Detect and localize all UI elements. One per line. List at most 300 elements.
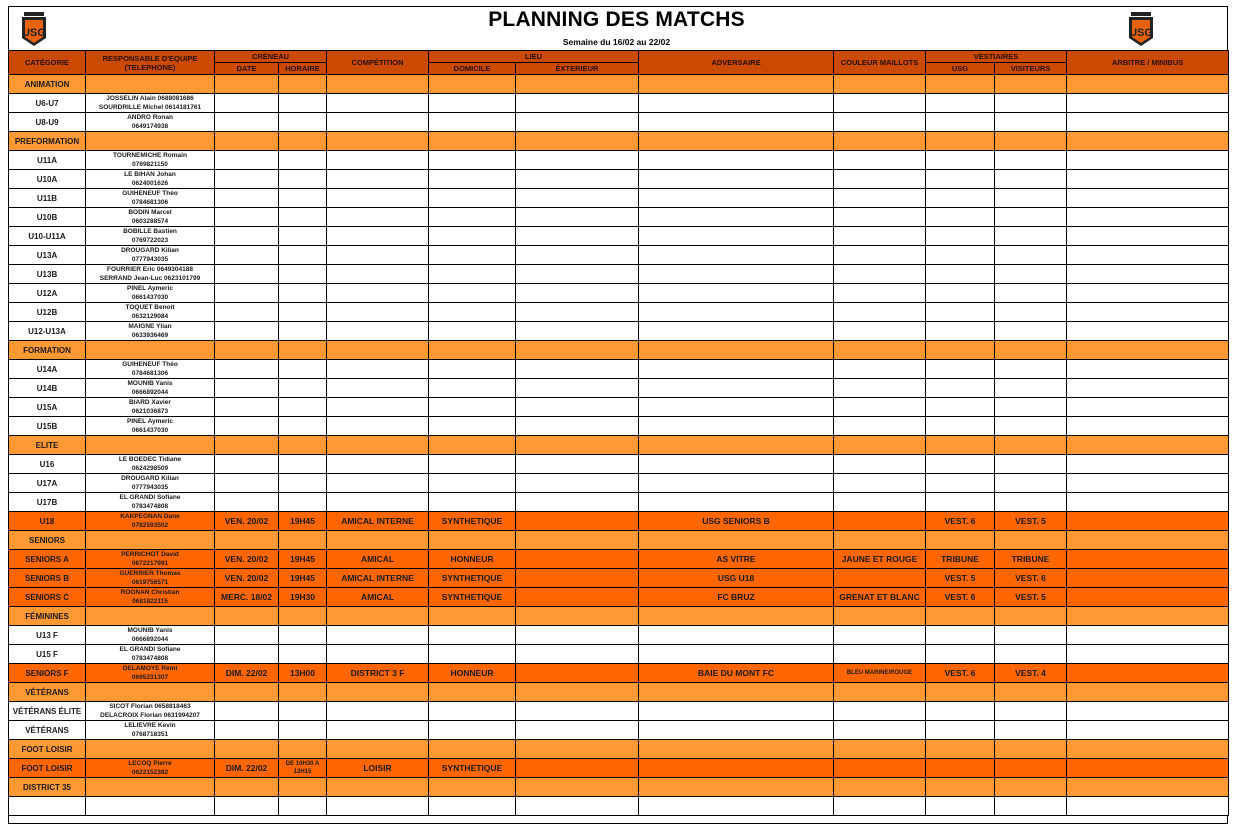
competition-cell[interactable] — [327, 645, 429, 664]
category-cell[interactable]: U12B — [9, 303, 86, 322]
competition-cell[interactable] — [327, 246, 429, 265]
competition-cell[interactable] — [327, 474, 429, 493]
usg-cell[interactable] — [926, 531, 995, 550]
responsable-cell[interactable] — [86, 75, 215, 94]
usg-cell[interactable]: VEST. 5 — [926, 569, 995, 588]
exterieur-cell[interactable] — [516, 227, 639, 246]
exterieur-cell[interactable] — [516, 683, 639, 702]
visiteurs-cell[interactable] — [995, 246, 1067, 265]
responsable-cell[interactable] — [86, 645, 215, 664]
usg-cell[interactable] — [926, 341, 995, 360]
responsable-cell[interactable] — [86, 436, 215, 455]
domicile-cell[interactable] — [429, 531, 516, 550]
arbitre-cell[interactable] — [1067, 721, 1229, 740]
responsable-cell[interactable] — [86, 455, 215, 474]
arbitre-cell[interactable] — [1067, 550, 1229, 569]
domicile-cell[interactable] — [429, 398, 516, 417]
date-cell[interactable] — [215, 474, 279, 493]
usg-cell[interactable] — [926, 493, 995, 512]
domicile-cell[interactable] — [429, 797, 516, 816]
adversaire-cell[interactable] — [639, 379, 834, 398]
responsable-cell[interactable] — [86, 132, 215, 151]
visiteurs-cell[interactable] — [995, 265, 1067, 284]
adversaire-cell[interactable] — [639, 645, 834, 664]
domicile-cell[interactable] — [429, 778, 516, 797]
couleur-cell[interactable] — [834, 512, 926, 531]
responsable-cell[interactable] — [86, 246, 215, 265]
adversaire-cell[interactable]: FC BRUZ — [639, 588, 834, 607]
responsable-cell[interactable] — [86, 588, 215, 607]
exterieur-cell[interactable] — [516, 588, 639, 607]
arbitre-cell[interactable] — [1067, 588, 1229, 607]
couleur-cell[interactable] — [834, 474, 926, 493]
responsable-cell[interactable] — [86, 531, 215, 550]
date-cell[interactable] — [215, 531, 279, 550]
competition-cell[interactable] — [327, 360, 429, 379]
category-cell[interactable]: U11A — [9, 151, 86, 170]
adversaire-cell[interactable] — [639, 607, 834, 626]
date-cell[interactable] — [215, 360, 279, 379]
category-cell[interactable]: FOOT LOISIR — [9, 740, 86, 759]
responsable-cell[interactable] — [86, 797, 215, 816]
usg-cell[interactable] — [926, 246, 995, 265]
responsable-cell[interactable] — [86, 512, 215, 531]
usg-cell[interactable]: VEST. 6 — [926, 664, 995, 683]
couleur-cell[interactable] — [834, 208, 926, 227]
exterieur-cell[interactable] — [516, 645, 639, 664]
category-cell[interactable]: FOOT LOISIR — [9, 759, 86, 778]
category-cell[interactable]: VÉTÉRANS — [9, 683, 86, 702]
arbitre-cell[interactable] — [1067, 360, 1229, 379]
domicile-cell[interactable] — [429, 322, 516, 341]
date-cell[interactable] — [215, 284, 279, 303]
responsable-cell[interactable] — [86, 113, 215, 132]
horaire-cell[interactable] — [279, 132, 327, 151]
usg-cell[interactable] — [926, 208, 995, 227]
visiteurs-cell[interactable] — [995, 208, 1067, 227]
responsable-cell[interactable] — [86, 341, 215, 360]
exterieur-cell[interactable] — [516, 265, 639, 284]
couleur-cell[interactable] — [834, 531, 926, 550]
visiteurs-cell[interactable] — [995, 151, 1067, 170]
competition-cell[interactable] — [327, 436, 429, 455]
category-cell[interactable]: VÉTÉRANS ÉLITE — [9, 702, 86, 721]
date-cell[interactable] — [215, 208, 279, 227]
responsable-cell[interactable] — [86, 683, 215, 702]
responsable-cell[interactable] — [86, 208, 215, 227]
adversaire-cell[interactable] — [639, 398, 834, 417]
couleur-cell[interactable] — [834, 759, 926, 778]
category-cell[interactable]: U14A — [9, 360, 86, 379]
date-cell[interactable] — [215, 607, 279, 626]
visiteurs-cell[interactable]: VEST. 6 — [995, 569, 1067, 588]
exterieur-cell[interactable] — [516, 512, 639, 531]
usg-cell[interactable] — [926, 455, 995, 474]
competition-cell[interactable] — [327, 303, 429, 322]
domicile-cell[interactable] — [429, 94, 516, 113]
arbitre-cell[interactable] — [1067, 151, 1229, 170]
arbitre-cell[interactable] — [1067, 531, 1229, 550]
horaire-cell[interactable] — [279, 189, 327, 208]
couleur-cell[interactable] — [834, 778, 926, 797]
arbitre-cell[interactable] — [1067, 626, 1229, 645]
horaire-cell[interactable] — [279, 208, 327, 227]
couleur-cell[interactable] — [834, 151, 926, 170]
visiteurs-cell[interactable] — [995, 227, 1067, 246]
category-cell[interactable]: SENIORS A — [9, 550, 86, 569]
arbitre-cell[interactable] — [1067, 607, 1229, 626]
visiteurs-cell[interactable] — [995, 94, 1067, 113]
visiteurs-cell[interactable] — [995, 759, 1067, 778]
category-cell[interactable] — [9, 797, 86, 816]
responsable-cell[interactable] — [86, 94, 215, 113]
usg-cell[interactable] — [926, 284, 995, 303]
couleur-cell[interactable] — [834, 797, 926, 816]
date-cell[interactable] — [215, 246, 279, 265]
category-cell[interactable]: U13A — [9, 246, 86, 265]
arbitre-cell[interactable] — [1067, 740, 1229, 759]
responsable-cell[interactable] — [86, 151, 215, 170]
exterieur-cell[interactable] — [516, 569, 639, 588]
visiteurs-cell[interactable]: VEST. 5 — [995, 588, 1067, 607]
category-cell[interactable]: VÉTÉRANS — [9, 721, 86, 740]
adversaire-cell[interactable] — [639, 189, 834, 208]
domicile-cell[interactable] — [429, 303, 516, 322]
exterieur-cell[interactable] — [516, 303, 639, 322]
couleur-cell[interactable] — [834, 569, 926, 588]
arbitre-cell[interactable] — [1067, 227, 1229, 246]
adversaire-cell[interactable] — [639, 759, 834, 778]
adversaire-cell[interactable] — [639, 341, 834, 360]
exterieur-cell[interactable] — [516, 702, 639, 721]
adversaire-cell[interactable] — [639, 208, 834, 227]
usg-cell[interactable] — [926, 170, 995, 189]
category-cell[interactable]: FÉMININES — [9, 607, 86, 626]
date-cell[interactable]: DIM. 22/02 — [215, 759, 279, 778]
category-cell[interactable]: PREFORMATION — [9, 132, 86, 151]
competition-cell[interactable] — [327, 740, 429, 759]
date-cell[interactable] — [215, 113, 279, 132]
usg-cell[interactable] — [926, 94, 995, 113]
usg-cell[interactable] — [926, 645, 995, 664]
exterieur-cell[interactable] — [516, 246, 639, 265]
couleur-cell[interactable] — [834, 398, 926, 417]
usg-cell[interactable] — [926, 398, 995, 417]
competition-cell[interactable]: AMICAL INTERNE — [327, 569, 429, 588]
adversaire-cell[interactable] — [639, 151, 834, 170]
arbitre-cell[interactable] — [1067, 417, 1229, 436]
date-cell[interactable] — [215, 132, 279, 151]
couleur-cell[interactable]: JAUNE ET ROUGE — [834, 550, 926, 569]
exterieur-cell[interactable] — [516, 474, 639, 493]
domicile-cell[interactable]: SYNTHETIQUE — [429, 512, 516, 531]
arbitre-cell[interactable] — [1067, 379, 1229, 398]
couleur-cell[interactable] — [834, 303, 926, 322]
competition-cell[interactable] — [327, 341, 429, 360]
arbitre-cell[interactable] — [1067, 341, 1229, 360]
exterieur-cell[interactable] — [516, 759, 639, 778]
domicile-cell[interactable]: HONNEUR — [429, 664, 516, 683]
couleur-cell[interactable] — [834, 607, 926, 626]
category-cell[interactable]: U17A — [9, 474, 86, 493]
domicile-cell[interactable] — [429, 360, 516, 379]
usg-cell[interactable] — [926, 702, 995, 721]
domicile-cell[interactable] — [429, 151, 516, 170]
couleur-cell[interactable] — [834, 284, 926, 303]
domicile-cell[interactable] — [429, 493, 516, 512]
couleur-cell[interactable] — [834, 189, 926, 208]
usg-cell[interactable] — [926, 683, 995, 702]
category-cell[interactable]: SENIORS F — [9, 664, 86, 683]
date-cell[interactable] — [215, 436, 279, 455]
horaire-cell[interactable] — [279, 265, 327, 284]
category-cell[interactable]: U10B — [9, 208, 86, 227]
responsable-cell[interactable] — [86, 360, 215, 379]
category-cell[interactable]: ANIMATION — [9, 75, 86, 94]
domicile-cell[interactable] — [429, 626, 516, 645]
couleur-cell[interactable] — [834, 417, 926, 436]
competition-cell[interactable]: LOISIR — [327, 759, 429, 778]
horaire-cell[interactable] — [279, 246, 327, 265]
category-cell[interactable]: U12A — [9, 284, 86, 303]
horaire-cell[interactable]: DE 10H30 A 12H15 — [279, 759, 327, 778]
domicile-cell[interactable] — [429, 417, 516, 436]
category-cell[interactable]: U11B — [9, 189, 86, 208]
domicile-cell[interactable] — [429, 246, 516, 265]
domicile-cell[interactable] — [429, 113, 516, 132]
competition-cell[interactable] — [327, 721, 429, 740]
category-cell[interactable]: U15 F — [9, 645, 86, 664]
horaire-cell[interactable] — [279, 303, 327, 322]
date-cell[interactable] — [215, 797, 279, 816]
horaire-cell[interactable] — [279, 379, 327, 398]
arbitre-cell[interactable] — [1067, 322, 1229, 341]
responsable-cell[interactable] — [86, 379, 215, 398]
exterieur-cell[interactable] — [516, 132, 639, 151]
competition-cell[interactable] — [327, 607, 429, 626]
visiteurs-cell[interactable] — [995, 417, 1067, 436]
horaire-cell[interactable] — [279, 493, 327, 512]
usg-cell[interactable] — [926, 303, 995, 322]
usg-cell[interactable] — [926, 626, 995, 645]
date-cell[interactable] — [215, 398, 279, 417]
arbitre-cell[interactable] — [1067, 189, 1229, 208]
category-cell[interactable]: U15A — [9, 398, 86, 417]
arbitre-cell[interactable] — [1067, 265, 1229, 284]
visiteurs-cell[interactable] — [995, 170, 1067, 189]
responsable-cell[interactable] — [86, 170, 215, 189]
horaire-cell[interactable] — [279, 740, 327, 759]
domicile-cell[interactable] — [429, 208, 516, 227]
arbitre-cell[interactable] — [1067, 75, 1229, 94]
domicile-cell[interactable] — [429, 189, 516, 208]
horaire-cell[interactable] — [279, 151, 327, 170]
category-cell[interactable]: U16 — [9, 455, 86, 474]
adversaire-cell[interactable]: BAIE DU MONT FC — [639, 664, 834, 683]
adversaire-cell[interactable] — [639, 436, 834, 455]
couleur-cell[interactable] — [834, 740, 926, 759]
arbitre-cell[interactable] — [1067, 797, 1229, 816]
exterieur-cell[interactable] — [516, 94, 639, 113]
date-cell[interactable] — [215, 778, 279, 797]
couleur-cell[interactable] — [834, 265, 926, 284]
competition-cell[interactable] — [327, 702, 429, 721]
visiteurs-cell[interactable] — [995, 474, 1067, 493]
usg-cell[interactable] — [926, 265, 995, 284]
domicile-cell[interactable] — [429, 379, 516, 398]
date-cell[interactable]: VEN. 20/02 — [215, 550, 279, 569]
date-cell[interactable] — [215, 683, 279, 702]
domicile-cell[interactable] — [429, 341, 516, 360]
arbitre-cell[interactable] — [1067, 398, 1229, 417]
exterieur-cell[interactable] — [516, 379, 639, 398]
competition-cell[interactable]: DISTRICT 3 F — [327, 664, 429, 683]
adversaire-cell[interactable] — [639, 246, 834, 265]
domicile-cell[interactable] — [429, 455, 516, 474]
exterieur-cell[interactable] — [516, 740, 639, 759]
couleur-cell[interactable] — [834, 113, 926, 132]
competition-cell[interactable] — [327, 778, 429, 797]
domicile-cell[interactable]: SYNTHETIQUE — [429, 588, 516, 607]
exterieur-cell[interactable] — [516, 75, 639, 94]
exterieur-cell[interactable] — [516, 284, 639, 303]
horaire-cell[interactable] — [279, 360, 327, 379]
date-cell[interactable] — [215, 721, 279, 740]
responsable-cell[interactable] — [86, 322, 215, 341]
exterieur-cell[interactable] — [516, 778, 639, 797]
domicile-cell[interactable] — [429, 721, 516, 740]
exterieur-cell[interactable] — [516, 436, 639, 455]
horaire-cell[interactable] — [279, 607, 327, 626]
adversaire-cell[interactable] — [639, 170, 834, 189]
competition-cell[interactable] — [327, 113, 429, 132]
arbitre-cell[interactable] — [1067, 113, 1229, 132]
date-cell[interactable] — [215, 379, 279, 398]
responsable-cell[interactable] — [86, 493, 215, 512]
usg-cell[interactable] — [926, 797, 995, 816]
usg-cell[interactable] — [926, 132, 995, 151]
responsable-cell[interactable] — [86, 569, 215, 588]
responsable-cell[interactable] — [86, 778, 215, 797]
horaire-cell[interactable] — [279, 702, 327, 721]
usg-cell[interactable] — [926, 75, 995, 94]
adversaire-cell[interactable] — [639, 227, 834, 246]
exterieur-cell[interactable] — [516, 531, 639, 550]
responsable-cell[interactable] — [86, 759, 215, 778]
exterieur-cell[interactable] — [516, 664, 639, 683]
horaire-cell[interactable] — [279, 341, 327, 360]
visiteurs-cell[interactable] — [995, 436, 1067, 455]
exterieur-cell[interactable] — [516, 493, 639, 512]
usg-cell[interactable] — [926, 436, 995, 455]
responsable-cell[interactable] — [86, 303, 215, 322]
category-cell[interactable]: SENIORS — [9, 531, 86, 550]
visiteurs-cell[interactable] — [995, 75, 1067, 94]
visiteurs-cell[interactable] — [995, 493, 1067, 512]
horaire-cell[interactable] — [279, 778, 327, 797]
category-cell[interactable]: U8-U9 — [9, 113, 86, 132]
exterieur-cell[interactable] — [516, 189, 639, 208]
domicile-cell[interactable] — [429, 436, 516, 455]
responsable-cell[interactable] — [86, 550, 215, 569]
visiteurs-cell[interactable] — [995, 341, 1067, 360]
visiteurs-cell[interactable] — [995, 303, 1067, 322]
arbitre-cell[interactable] — [1067, 455, 1229, 474]
exterieur-cell[interactable] — [516, 550, 639, 569]
arbitre-cell[interactable] — [1067, 778, 1229, 797]
visiteurs-cell[interactable] — [995, 189, 1067, 208]
responsable-cell[interactable] — [86, 398, 215, 417]
couleur-cell[interactable] — [834, 341, 926, 360]
competition-cell[interactable] — [327, 797, 429, 816]
visiteurs-cell[interactable] — [995, 645, 1067, 664]
horaire-cell[interactable] — [279, 113, 327, 132]
adversaire-cell[interactable] — [639, 132, 834, 151]
date-cell[interactable] — [215, 341, 279, 360]
adversaire-cell[interactable]: AS VITRE — [639, 550, 834, 569]
adversaire-cell[interactable] — [639, 474, 834, 493]
visiteurs-cell[interactable]: VEST. 5 — [995, 512, 1067, 531]
horaire-cell[interactable] — [279, 75, 327, 94]
responsable-cell[interactable] — [86, 284, 215, 303]
usg-cell[interactable] — [926, 607, 995, 626]
domicile-cell[interactable] — [429, 645, 516, 664]
competition-cell[interactable] — [327, 493, 429, 512]
couleur-cell[interactable] — [834, 227, 926, 246]
category-cell[interactable]: U13B — [9, 265, 86, 284]
category-cell[interactable]: U18 — [9, 512, 86, 531]
usg-cell[interactable] — [926, 227, 995, 246]
adversaire-cell[interactable] — [639, 493, 834, 512]
exterieur-cell[interactable] — [516, 322, 639, 341]
horaire-cell[interactable]: 19H45 — [279, 512, 327, 531]
exterieur-cell[interactable] — [516, 797, 639, 816]
competition-cell[interactable] — [327, 75, 429, 94]
competition-cell[interactable] — [327, 398, 429, 417]
adversaire-cell[interactable] — [639, 778, 834, 797]
competition-cell[interactable] — [327, 151, 429, 170]
exterieur-cell[interactable] — [516, 151, 639, 170]
date-cell[interactable] — [215, 94, 279, 113]
adversaire-cell[interactable] — [639, 75, 834, 94]
domicile-cell[interactable] — [429, 740, 516, 759]
horaire-cell[interactable] — [279, 284, 327, 303]
visiteurs-cell[interactable] — [995, 132, 1067, 151]
couleur-cell[interactable]: BLEU MARINE/ROUGE — [834, 664, 926, 683]
date-cell[interactable] — [215, 227, 279, 246]
exterieur-cell[interactable] — [516, 417, 639, 436]
horaire-cell[interactable] — [279, 531, 327, 550]
usg-cell[interactable] — [926, 379, 995, 398]
responsable-cell[interactable] — [86, 265, 215, 284]
competition-cell[interactable] — [327, 284, 429, 303]
adversaire-cell[interactable] — [639, 113, 834, 132]
category-cell[interactable]: U10-U11A — [9, 227, 86, 246]
arbitre-cell[interactable] — [1067, 683, 1229, 702]
category-cell[interactable]: U14B — [9, 379, 86, 398]
exterieur-cell[interactable] — [516, 607, 639, 626]
couleur-cell[interactable] — [834, 132, 926, 151]
horaire-cell[interactable] — [279, 474, 327, 493]
horaire-cell[interactable] — [279, 417, 327, 436]
domicile-cell[interactable]: SYNTHETIQUE — [429, 759, 516, 778]
adversaire-cell[interactable] — [639, 284, 834, 303]
visiteurs-cell[interactable] — [995, 398, 1067, 417]
competition-cell[interactable] — [327, 170, 429, 189]
adversaire-cell[interactable] — [639, 417, 834, 436]
competition-cell[interactable] — [327, 683, 429, 702]
usg-cell[interactable]: TRIBUNE — [926, 550, 995, 569]
